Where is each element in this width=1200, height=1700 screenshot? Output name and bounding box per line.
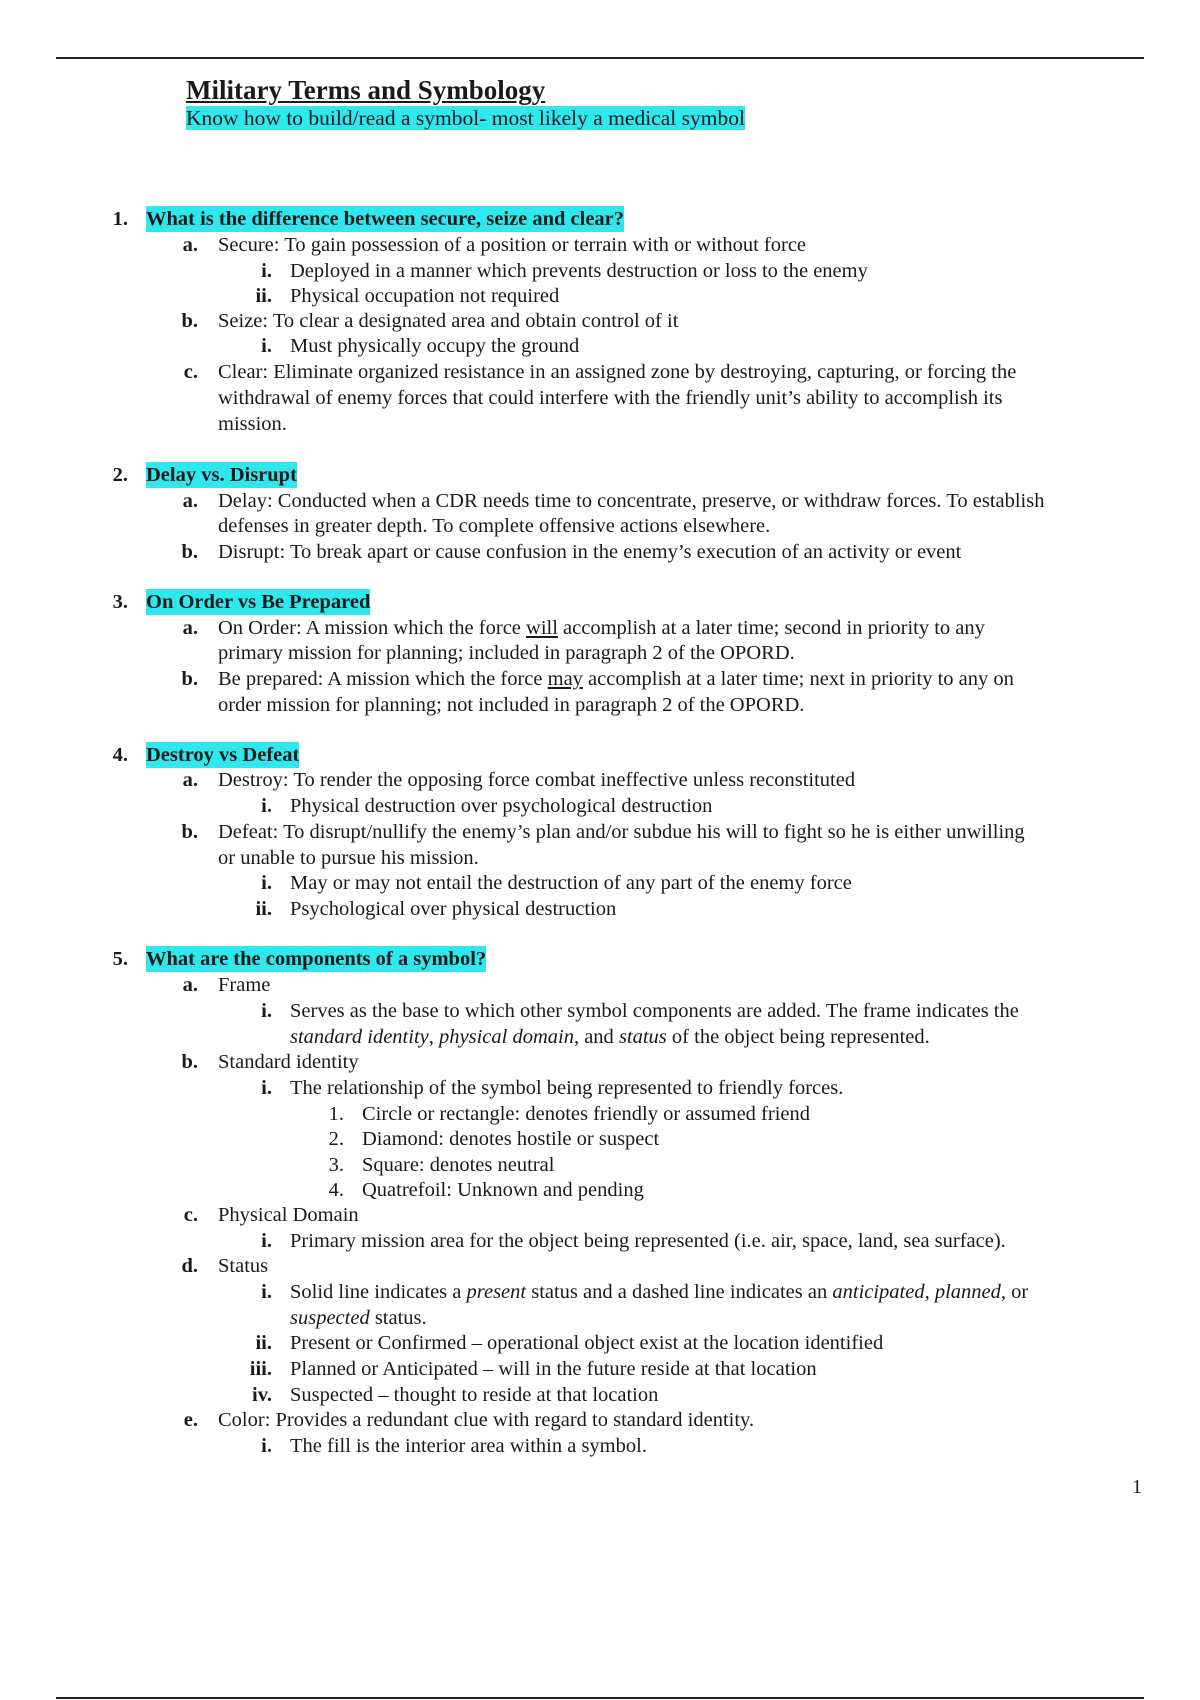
underlined-word: may: [547, 668, 583, 690]
q1-heading: What is the difference between secure, seize and clear?: [146, 208, 625, 230]
list-text: May or may not entail the destruction of any part of the enemy force: [290, 872, 852, 894]
list-marker: b.: [181, 821, 198, 843]
text-segment: of the object being represented.: [666, 1026, 930, 1048]
italic-term: status: [618, 1026, 667, 1048]
list-text: Physical occupation not required: [290, 285, 560, 307]
list-marker: a.: [182, 769, 198, 791]
list-marker: ii.: [255, 1332, 272, 1354]
list-marker: i.: [261, 1000, 272, 1022]
list-text: defenses in greater depth. To complete offensive actions elsewhere.: [218, 515, 771, 537]
list-text: Disrupt: To break apart or cause confusion in the enemy’s execution of an activity or event: [218, 541, 962, 563]
list-marker: i.: [261, 1230, 272, 1252]
subtitle-highlight: Know how to build/read a symbol- most likely a medical symbol: [186, 106, 745, 130]
list-marker: i.: [261, 1281, 272, 1303]
list-marker: b.: [181, 310, 198, 332]
list-text: withdrawal of enemy forces that could interfere with the friendly unit’s ability to accomplish its: [218, 387, 1003, 409]
list-text: Diamond: denotes hostile or suspect: [362, 1128, 660, 1150]
list-text: [290, 1305, 427, 1331]
list-text: Status: [218, 1255, 269, 1277]
list-marker: c.: [183, 1204, 198, 1226]
list-text: [290, 1279, 1028, 1305]
italic-term: suspected: [290, 1307, 370, 1329]
list-marker: iv.: [252, 1384, 272, 1406]
q4-heading: Destroy vs Defeat: [146, 744, 300, 766]
text-segment: accomplish at a later time; second in priority to any: [557, 617, 985, 639]
list-marker: i.: [261, 1435, 272, 1457]
list-marker: 2.: [328, 1128, 344, 1150]
list-text: Psychological over physical destruction: [290, 898, 617, 920]
list-text: mission.: [218, 413, 287, 435]
text-segment: or: [1006, 1281, 1029, 1303]
list-text: Suspected – thought to reside at that location: [290, 1384, 659, 1406]
list-text: Delay: Conducted when a CDR needs time to concentrate, preserve, or withdraw forces. To establish: [218, 490, 1045, 512]
list-marker: d.: [181, 1255, 198, 1277]
q5-number: 5.: [112, 948, 128, 970]
list-marker: 1.: [328, 1103, 344, 1125]
text-segment: Solid line indicates a: [290, 1281, 467, 1303]
page-subtitle: [186, 105, 745, 131]
text-segment: Be prepared: A mission which the force: [218, 668, 548, 690]
q3-number: 3.: [112, 591, 128, 613]
underlined-word: will: [526, 617, 558, 639]
list-text: Circle or rectangle: denotes friendly or assumed friend: [362, 1103, 810, 1125]
list-text: Clear: Eliminate organized resistance in an assigned zone by destroying, capturing, or forcing the: [218, 361, 1017, 383]
list-text: Serves as the base to which other symbol components are added. The frame indicates the: [290, 1000, 1019, 1022]
list-marker: ii.: [255, 898, 272, 920]
list-marker: c.: [183, 361, 198, 383]
list-marker: i.: [261, 872, 272, 894]
list-text: primary mission for planning; included in paragraph 2 of the OPORD.: [218, 642, 795, 664]
list-text: Frame: [218, 974, 271, 996]
list-text: Quatrefoil: Unknown and pending: [362, 1179, 644, 1201]
italic-term: physical domain: [439, 1026, 574, 1048]
q1-number: 1.: [112, 208, 128, 230]
text-segment: status and a dashed line indicates an: [526, 1281, 833, 1303]
list-text: or unable to pursue his mission.: [218, 847, 479, 869]
list-marker: b.: [181, 1051, 198, 1073]
text-segment: ,: [428, 1026, 439, 1048]
list-text: [218, 615, 985, 641]
list-text: Secure: To gain possession of a position or terrain with or without force: [218, 234, 807, 256]
text-segment: status.: [369, 1307, 427, 1329]
list-marker: a.: [182, 490, 198, 512]
list-text: Physical destruction over psychological destruction: [290, 795, 713, 817]
list-text: Deployed in a manner which prevents destruction or loss to the enemy: [290, 260, 868, 282]
list-text: Present or Confirmed – operational object exist at the location identified: [290, 1332, 884, 1354]
list-text: Must physically occupy the ground: [290, 335, 580, 357]
list-marker: i.: [261, 1077, 272, 1099]
top-rule: [56, 57, 1144, 59]
list-text: Seize: To clear a designated area and obtain control of it: [218, 310, 679, 332]
list-marker: a.: [182, 974, 198, 996]
list-text: Primary mission area for the object being represented (i.e. air, space, land, sea surface).: [290, 1230, 1006, 1252]
list-marker: a.: [182, 234, 198, 256]
list-marker: e.: [183, 1409, 198, 1431]
list-text: Destroy: To render the opposing force combat ineffective unless reconstituted: [218, 769, 856, 791]
italic-term: present: [466, 1281, 527, 1303]
list-text: Defeat: To disrupt/nullify the enemy’s plan and/or subdue his will to fight so he is either unwilling: [218, 821, 1025, 843]
q4-number: 4.: [112, 744, 128, 766]
text-segment: On Order: A mission which the force: [218, 617, 527, 639]
q2-number: 2.: [112, 464, 128, 486]
list-marker: iii.: [249, 1358, 272, 1380]
list-text: Standard identity: [218, 1051, 359, 1073]
list-text: The fill is the interior area within a symbol.: [290, 1435, 647, 1457]
text-segment: , and: [573, 1026, 619, 1048]
list-marker: i.: [261, 260, 272, 282]
list-marker: b.: [181, 668, 198, 690]
list-marker: i.: [261, 335, 272, 357]
list-marker: 4.: [328, 1179, 344, 1201]
list-text: Square: denotes neutral: [362, 1154, 555, 1176]
text-segment: accomplish at a later time; next in priority to any on: [582, 668, 1014, 690]
bottom-rule: [56, 1697, 1144, 1699]
q5-heading: What are the components of a symbol?: [146, 948, 487, 970]
q2-heading: Delay vs. Disrupt: [146, 464, 297, 486]
list-text: Planned or Anticipated – will in the future reside at that location: [290, 1358, 817, 1380]
list-marker: ii.: [255, 285, 272, 307]
italic-term: anticipated, planned,: [832, 1281, 1007, 1303]
list-marker: 3.: [328, 1154, 344, 1176]
list-text: order mission for planning; not included in paragraph 2 of the OPORD.: [218, 694, 805, 716]
list-marker: a.: [182, 617, 198, 639]
list-text: The relationship of the symbol being represented to friendly forces.: [290, 1077, 844, 1099]
page-number: 1: [1132, 1476, 1142, 1498]
list-text: [290, 1024, 930, 1050]
list-marker: i.: [261, 795, 272, 817]
italic-term: standard identity: [290, 1026, 429, 1048]
list-text: [218, 666, 1014, 692]
list-marker: b.: [181, 541, 198, 563]
list-text: Color: Provides a redundant clue with regard to standard identity.: [218, 1409, 755, 1431]
page-title: Military Terms and Symbology: [186, 75, 546, 105]
q3-heading: On Order vs Be Prepared: [146, 591, 371, 613]
list-text: Physical Domain: [218, 1204, 359, 1226]
